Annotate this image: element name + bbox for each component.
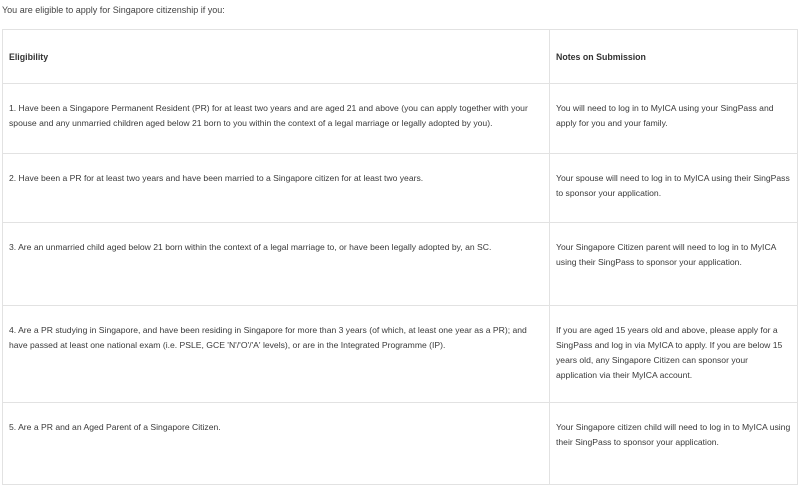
table-row (3, 306, 798, 403)
table-row (3, 403, 798, 485)
table-row (3, 223, 798, 306)
eligibility-cell: 3. Are an unmarried child aged below 21 born within the context of a legal marriage to, or have been legally adopted by, an SC. (3, 223, 550, 306)
eligibility-cell: 1. Have been a Singapore Permanent Resident (PR) for at least two years and are aged 21 and above (you can apply together with your spouse and any unmarried children aged below 21 born to you within the context of a legal marriage or legally adopted by you). (3, 84, 550, 154)
eligibility-table (2, 29, 798, 485)
notes-cell: You will need to log in to MyICA using your SingPass and apply for you and your family. (550, 84, 798, 154)
eligibility-cell: 4. Are a PR studying in Singapore, and have been residing in Singapore for more than 3 years (of which, at least one year as a PR); and have passed at least one national exam (i.e. PSLE, GCE 'N'/'O'/'A' levels), or are in the Integrated Programme (IP). (3, 306, 550, 403)
header-notes: Notes on Submission (550, 30, 798, 84)
eligibility-cell: 5. Are a PR and an Aged Parent of a Singapore Citizen. (3, 403, 550, 485)
notes-cell: Your spouse will need to log in to MyICA using their SingPass to sponsor your application. (550, 154, 798, 223)
intro-text: You are eligible to apply for Singapore citizenship if you: (2, 5, 225, 15)
notes-cell: If you are aged 15 years old and above, please apply for a SingPass and log in via MyICA to apply. If you are below 15 years old, any Singapore Citizen can sponsor your application via their MyICA account. (550, 306, 798, 403)
table-row (3, 154, 798, 223)
table-header-row (3, 30, 798, 84)
header-eligibility: Eligibility (3, 30, 550, 84)
table-row (3, 84, 798, 154)
notes-cell: Your Singapore citizen child will need to log in to MyICA using their SingPass to sponsor your application. (550, 403, 798, 485)
notes-cell: Your Singapore Citizen parent will need to log in to MyICA using their SingPass to sponsor your application. (550, 223, 798, 306)
eligibility-cell: 2. Have been a PR for at least two years and have been married to a Singapore citizen for at least two years. (3, 154, 550, 223)
